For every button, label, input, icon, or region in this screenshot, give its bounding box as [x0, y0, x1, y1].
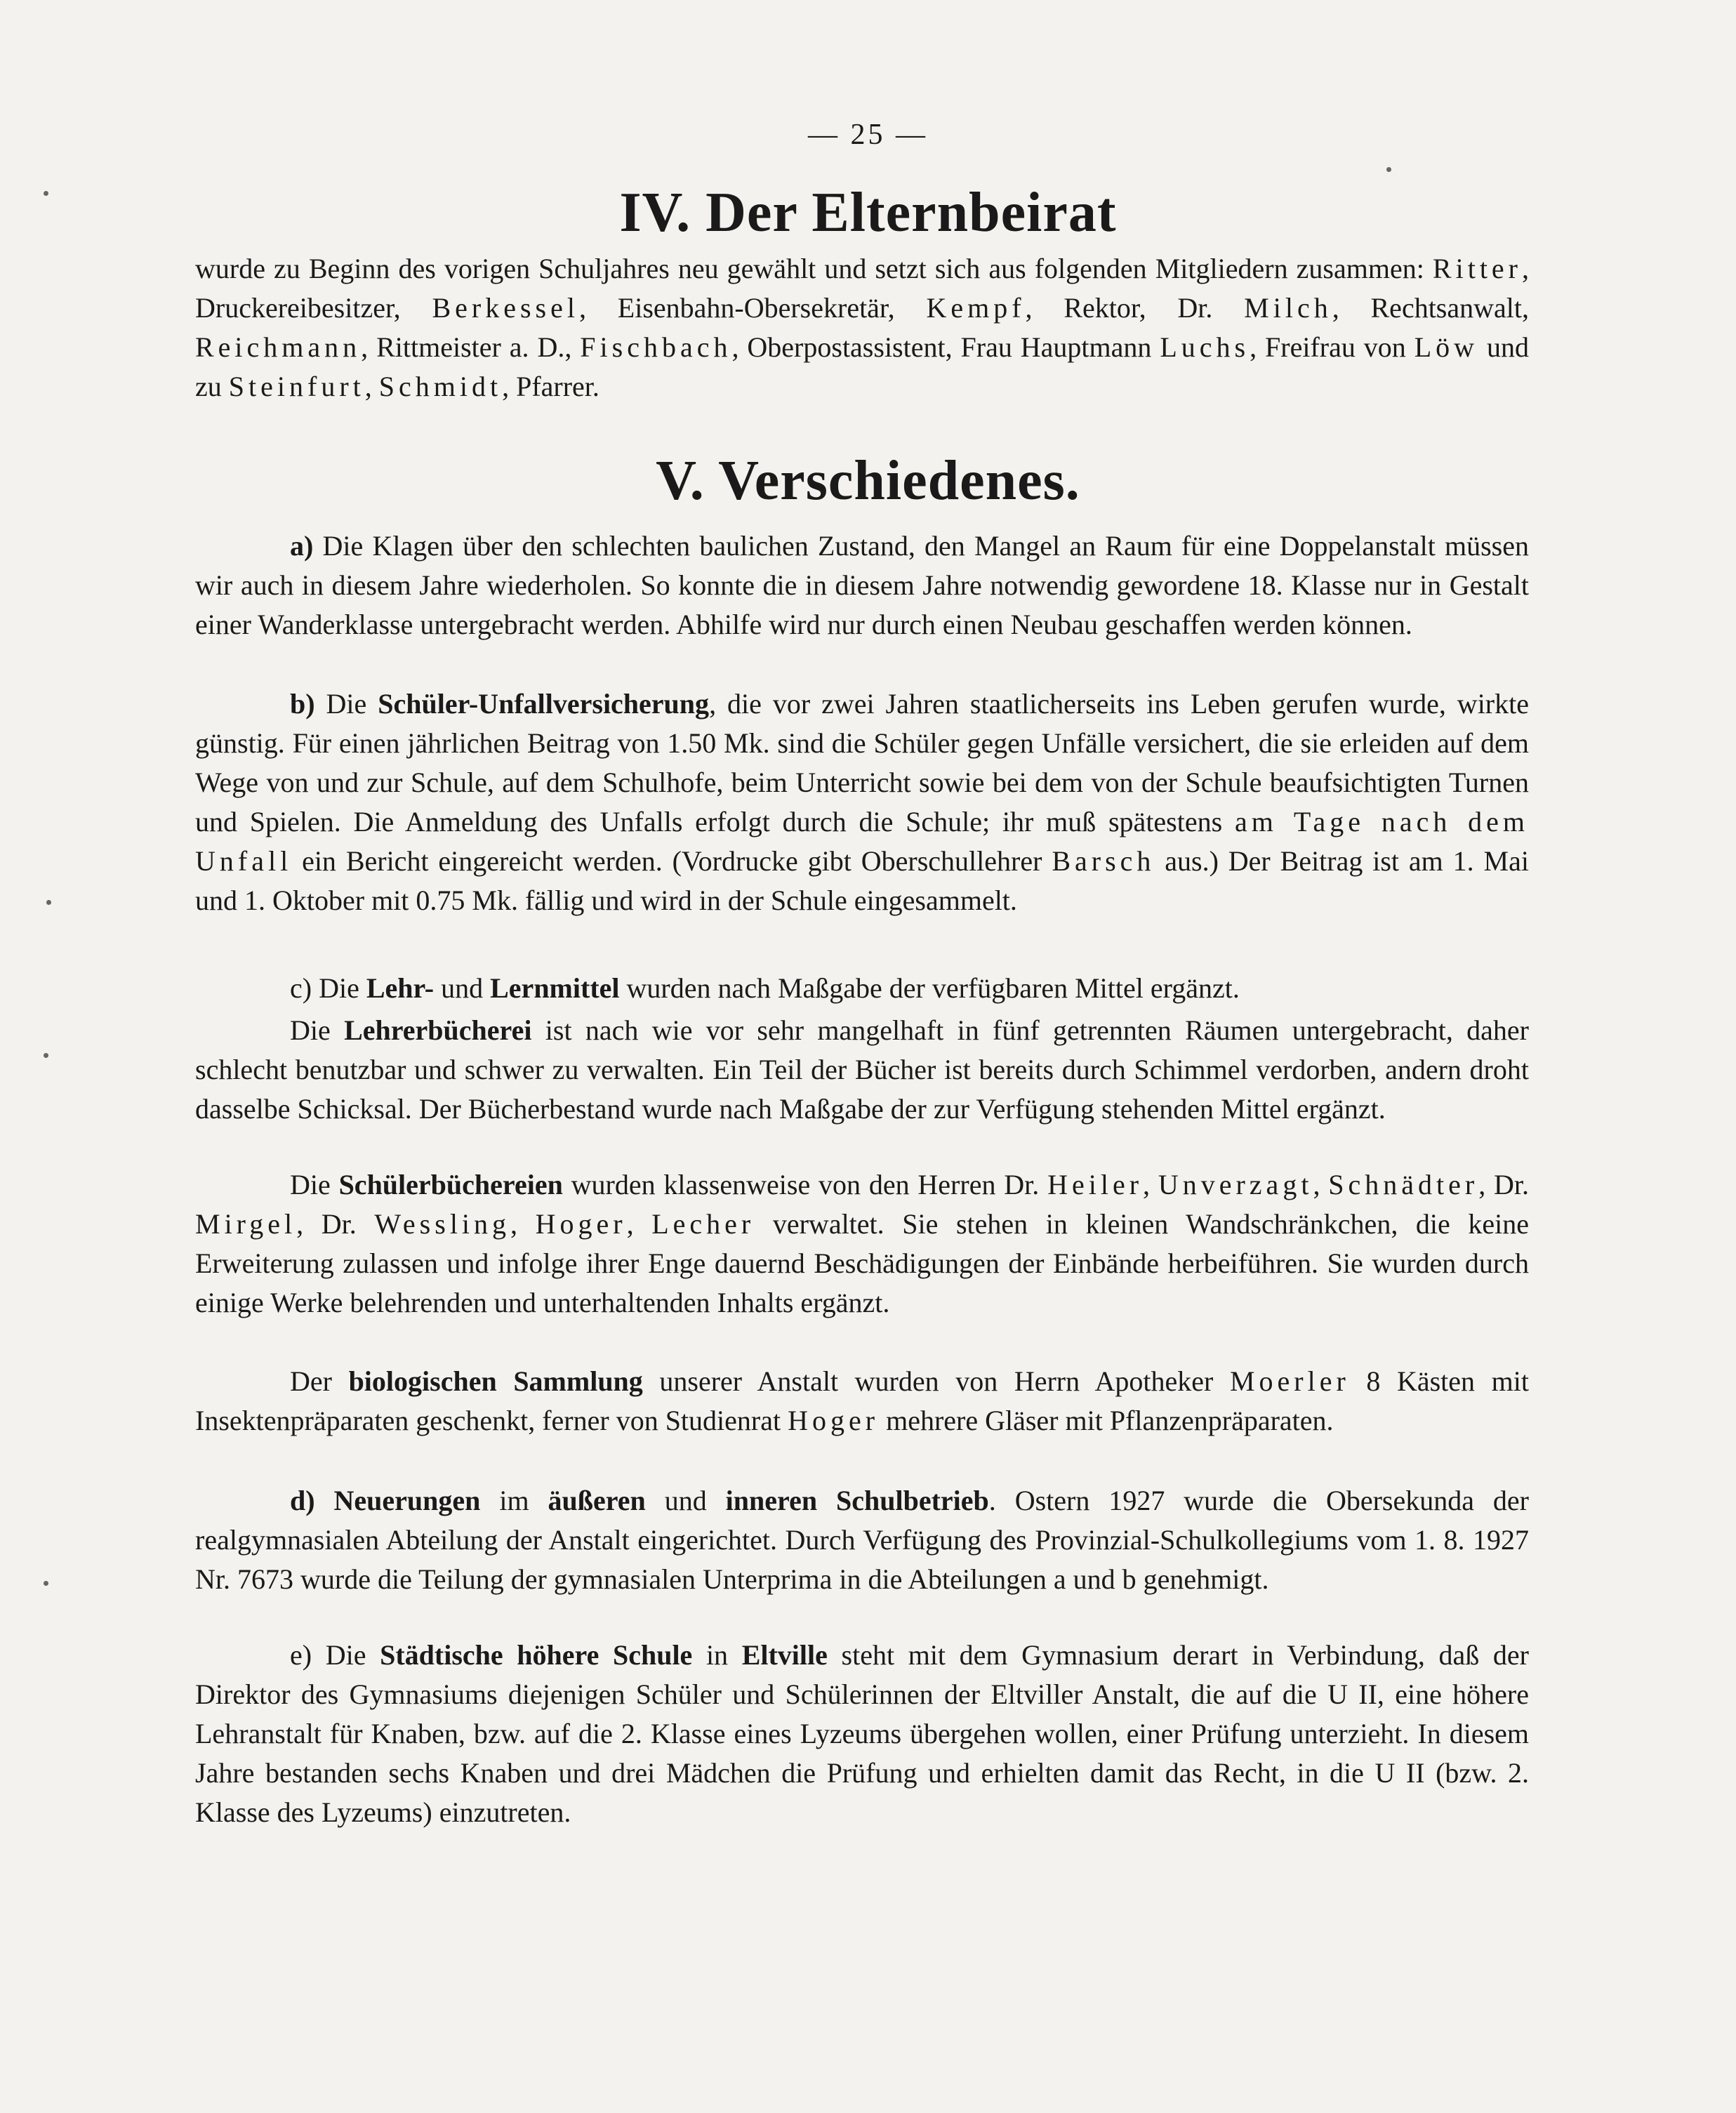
paragraph-b-unfallversicherung: b) Die Schüler-Unfallversicherung, die vor zwei Jahren staatlicherseits ins Leben gerufen wurde, wirkte günstig. Für einen jährlichen Beitrag von 1.50 Mk. sind die Schüler gegen Unfälle versichert, die sie erleiden auf dem Wege von und zur Schule, auf dem Schulhofe, beim Unterricht sowie bei dem von der Schule beaufsichtigten Turnen und Spielen. Die Anmeldung des Unfalls erfolgt durch die Schule; ihr muß spätestens am Tage nach dem Unfall ein Bericht eingereicht werden. (Vordrucke gibt Oberschullehrer Barsch aus.) Der Beitrag ist am 1. Mai und 1. Oktober mit 0.75 Mk. fällig und wird in der Schule eingesammelt.	[195, 688, 1529, 916]
paragraph-schuelerbuechereien: Die Schülerbüchereien wurden klassenweise von den Herren Dr. Heiler, Unverzagt, Schnädter, Dr. Mirgel, Dr. Wessling, Hoger, Lecher verwaltet. Sie stehen in kleinen Wandschränkchen, die keine Erweiterung zulassen und infolge ihrer Enge dauernd Beschädigungen der Einbände herbeiführen. Sie wurden durch einige Werke belehrenden und unterhaltenden Inhalts ergänzt.	[195, 1169, 1530, 1318]
section-title-elternbeirat: IV. Der Elternbeirat	[619, 182, 1117, 244]
margin-dot	[46, 900, 51, 905]
paragraph-elternbeirat: wurde zu Beginn des vorigen Schuljahres neu gewählt und setzt sich aus folgenden Mitgliedern zusammen: Ritter, Druckereibesitzer, Berkessel, Eisenbahn-Obersekretär, Kempf, Rektor, Dr. Milch, Rechtsanwalt, Reichmann, Rittmeister a. D., Fischbach, Oberpostassistent, Frau Hauptmann Luchs, Freifrau von Löw und zu Steinfurt, Schmidt, Pfarrer.	[195, 253, 1529, 402]
margin-dot	[44, 1581, 48, 1586]
section-title-verschiedenes: V. Verschiedenes.	[656, 450, 1080, 512]
margin-dot	[44, 1053, 48, 1058]
paragraph-c-lehrmittel: c) Die Lehr- und Lernmittel wurden nach Maßgabe der verfügbaren Mittel ergänzt.	[290, 972, 1240, 1004]
paragraph-d-neuerungen: d) Neuerungen im äußeren und inneren Schulbetrieb. Ostern 1927 wurde die Obersekunda der realgymnasialen Abteilung der Anstalt eingerichtet. Durch Verfügung des Provinzial-Schulkollegiums vom 1. 8. 1927 Nr. 7673 wurde die Teilung der gymnasialen Unterprima in die Abteilungen a und b genehmigt.	[195, 1485, 1529, 1595]
paragraph-a-bauzustand: a) Die Klagen über den schlechten baulichen Zustand, den Mangel an Raum für eine Doppelanstalt müssen wir auch in diesem Jahre wiederholen. So konnte die in diesem Jahre notwendig gewordene 18. Klasse nur in Gestalt einer Wanderklasse untergebracht werden. Abhilfe wird nur durch einen Neubau geschaffen werden können.	[195, 530, 1529, 640]
paragraph-biologische-sammlung: Der biologischen Sammlung unserer Anstalt wurden von Herrn Apotheker Moerler 8 Kästen mit Insektenpräparaten geschenkt, ferner von Studienrat Hoger mehrere Gläser mit Pflanzenpräparaten.	[195, 1365, 1529, 1436]
page-number: — 25 —	[808, 119, 928, 151]
paragraph-lehrerbuecherei: Die Lehrerbücherei ist nach wie vor sehr mangelhaft in fünf getrennten Räumen untergebracht, daher schlecht benutzbar und schwer zu verwalten. Ein Teil der Bücher ist bereits durch Schimmel verdorben, andern droht dasselbe Schicksal. Der Bücherbestand wurde nach Maßgabe der zur Verfügung stehenden Mittel ergänzt.	[195, 1014, 1529, 1125]
paragraph-e-eltville: e) Die Städtische höhere Schule in Eltville steht mit dem Gymnasium derart in Verbindung, daß der Direktor des Gymnasiums diejenigen Schüler und Schülerinnen der Eltviller Anstalt, die auf die U II, eine höhere Lehranstalt für Knaben, bzw. auf die 2. Klasse eines Lyzeums übergehen wollen, einer Prüfung unterzieht. In diesem Jahre bestanden sechs Knaben und drei Mädchen die Prüfung und erhielten damit das Recht, in die U II (bzw. 2. Klasse des Lyzeums) einzutreten.	[195, 1639, 1529, 1828]
margin-dot	[1386, 167, 1391, 172]
